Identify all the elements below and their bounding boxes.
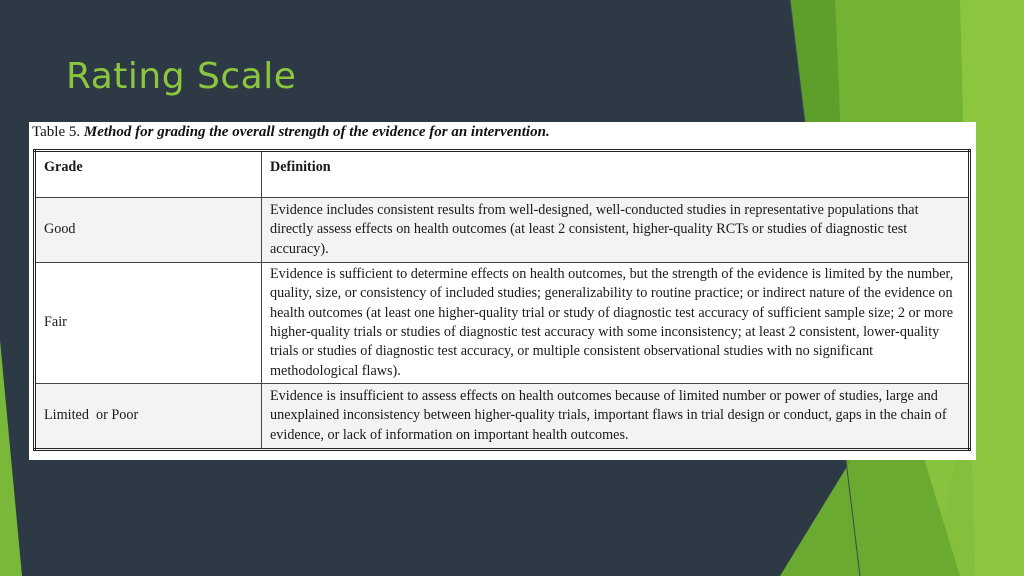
- caption-label: Table 5.: [32, 124, 84, 140]
- grade-cell: Limited or Poor: [35, 384, 262, 450]
- grading-table: [33, 149, 971, 451]
- grade-cell: Fair: [35, 263, 262, 384]
- header-grade: Grade: [35, 151, 262, 198]
- table-row: [35, 198, 970, 263]
- table-header-row: [35, 151, 970, 198]
- table-row: [35, 384, 970, 450]
- grade-cell: Good: [35, 198, 262, 263]
- definition-cell: Evidence includes consistent results from well-designed, well-conducted studies in representative populations that directly assess effects on health outcomes (at least 2 consistent, higher-quality RCTs or studies of diagnostic test accuracy).: [262, 198, 970, 263]
- caption-title: Method for grading the overall strength of the evidence for an intervention.: [83, 124, 550, 140]
- table-row: [35, 263, 970, 384]
- table-caption: [32, 124, 550, 141]
- evidence-table-figure: [29, 122, 976, 460]
- definition-cell: Evidence is sufficient to determine effects on health outcomes, but the strength of the evidence is limited by the number, quality, size, or consistency of included studies; generalizability to routine practice; or indirect nature of the evidence on health outcomes (at least one higher-quality trial or study of diagnostic test accuracy of sufficient sample size; 2 or more higher-quality trials or studies of diagnostic test accuracy with some inconsistency; at least 2 consistent, lower-quality trials or studies of diagnostic test accuracy, or multiple consistent observational studies with no significant methodological flaws).: [262, 263, 970, 384]
- slide-title: Rating Scale: [66, 56, 297, 97]
- definition-cell: Evidence is insufficient to assess effects on health outcomes because of limited number or power of studies, large and unexplained inconsistency between higher-quality trials, important flaws in trial design or conduct, gaps in the chain of evidence, or lack of information on important health outcomes.: [262, 384, 970, 450]
- left-facet: [0, 340, 22, 576]
- header-definition: Definition: [262, 151, 970, 198]
